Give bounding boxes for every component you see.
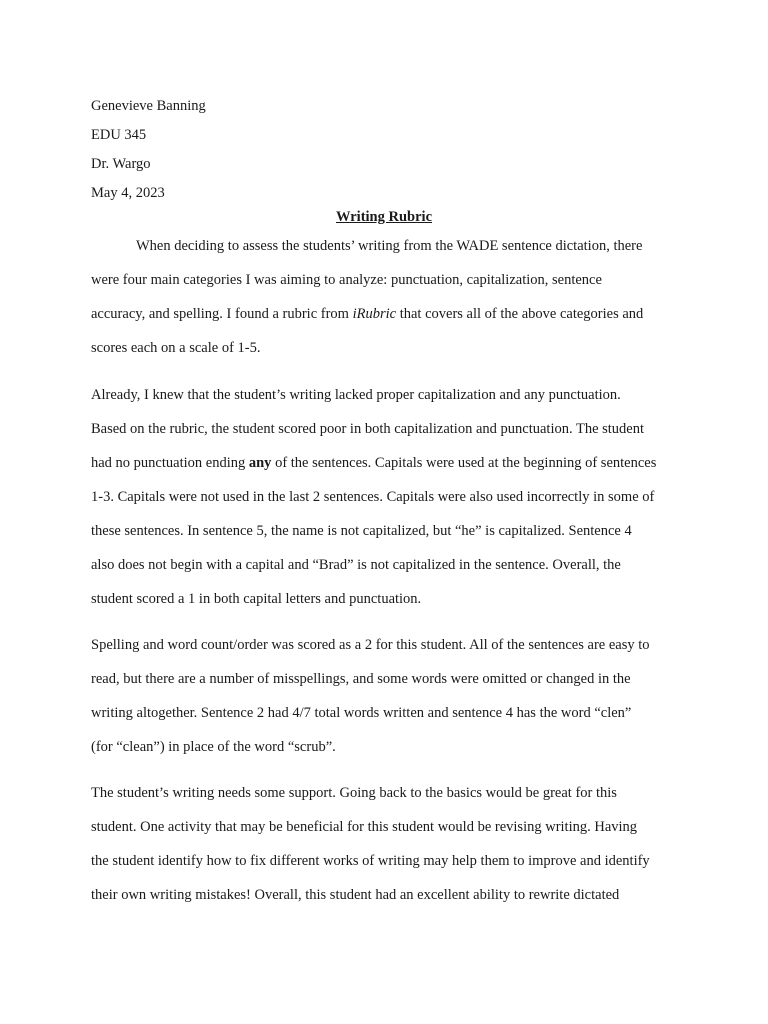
- text-run: accuracy, and spelling. I found a rubric from: [91, 306, 353, 322]
- author-name: Genevieve Banning: [91, 98, 206, 114]
- paragraph-line: [91, 446, 691, 480]
- paragraph-line: (for “clean”) in place of the word “scrub”.: [91, 739, 336, 755]
- document-title: Writing Rubric: [336, 209, 432, 225]
- paragraph-line: [91, 297, 691, 331]
- paragraph-line: scores each on a scale of 1-5.: [91, 340, 261, 356]
- paragraph-3: [91, 628, 691, 764]
- instructor-name: Dr. Wargo: [91, 156, 151, 172]
- course-code: EDU 345: [91, 127, 147, 143]
- paragraph-line: Already, I knew that the student’s writing lacked proper capitalization and any punctuation.: [91, 387, 621, 403]
- text-run: had no punctuation ending: [91, 455, 249, 471]
- paragraph-1: [91, 229, 691, 365]
- paragraph-line: were four main categories I was aiming to analyze: punctuation, capitalization, sentence: [91, 272, 602, 288]
- paragraph-line: also does not begin with a capital and “Brad” is not capitalized in the sentence. Overall, the: [91, 557, 621, 573]
- emphasis-text: any: [248, 455, 272, 471]
- paragraph-line: these sentences. In sentence 5, the name is not capitalized, but “he” is capitalized. Sentence 4: [91, 523, 632, 539]
- text-run: that covers all of the above categories and: [396, 306, 644, 322]
- paragraph-line: read, but there are a number of misspellings, and some words were omitted or changed in the: [91, 671, 631, 687]
- paragraph-line: Based on the rubric, the student scored poor in both capitalization and punctuation. The student: [91, 421, 645, 437]
- text-run: of the sentences. Capitals were used at the beginning of sentences: [271, 455, 657, 471]
- paragraph-line: writing altogether. Sentence 2 had 4/7 total words written and sentence 4 has the word “clen”: [91, 705, 632, 721]
- paragraph-line: student scored a 1 in both capital letters and punctuation.: [91, 591, 422, 607]
- paragraph-line: student. One activity that may be beneficial for this student would be revising writing. Having: [91, 819, 638, 835]
- paragraph-line: The student’s writing needs some support. Going back to the basics would be great for this: [91, 785, 617, 801]
- paragraph-line: the student identify how to fix different works of writing may help them to improve and identify: [91, 853, 650, 869]
- document-date: May 4, 2023: [91, 185, 165, 201]
- document-header: [91, 92, 206, 208]
- paragraph-line: their own writing mistakes! Overall, this student had an excellent ability to rewrite dictated: [91, 887, 620, 903]
- paragraph-line: 1-3. Capitals were not used in the last 2 sentences. Capitals were also used incorrectly in some of: [91, 489, 655, 505]
- paragraph-2: [91, 378, 691, 616]
- rubric-source-name: iRubric: [352, 306, 397, 322]
- paragraph-line: Spelling and word count/order was scored as a 2 for this student. All of the sentences are easy to: [91, 637, 650, 653]
- paragraph-4: [91, 776, 691, 912]
- paragraph-line: When deciding to assess the students’ writing from the WADE sentence dictation, there: [136, 238, 643, 254]
